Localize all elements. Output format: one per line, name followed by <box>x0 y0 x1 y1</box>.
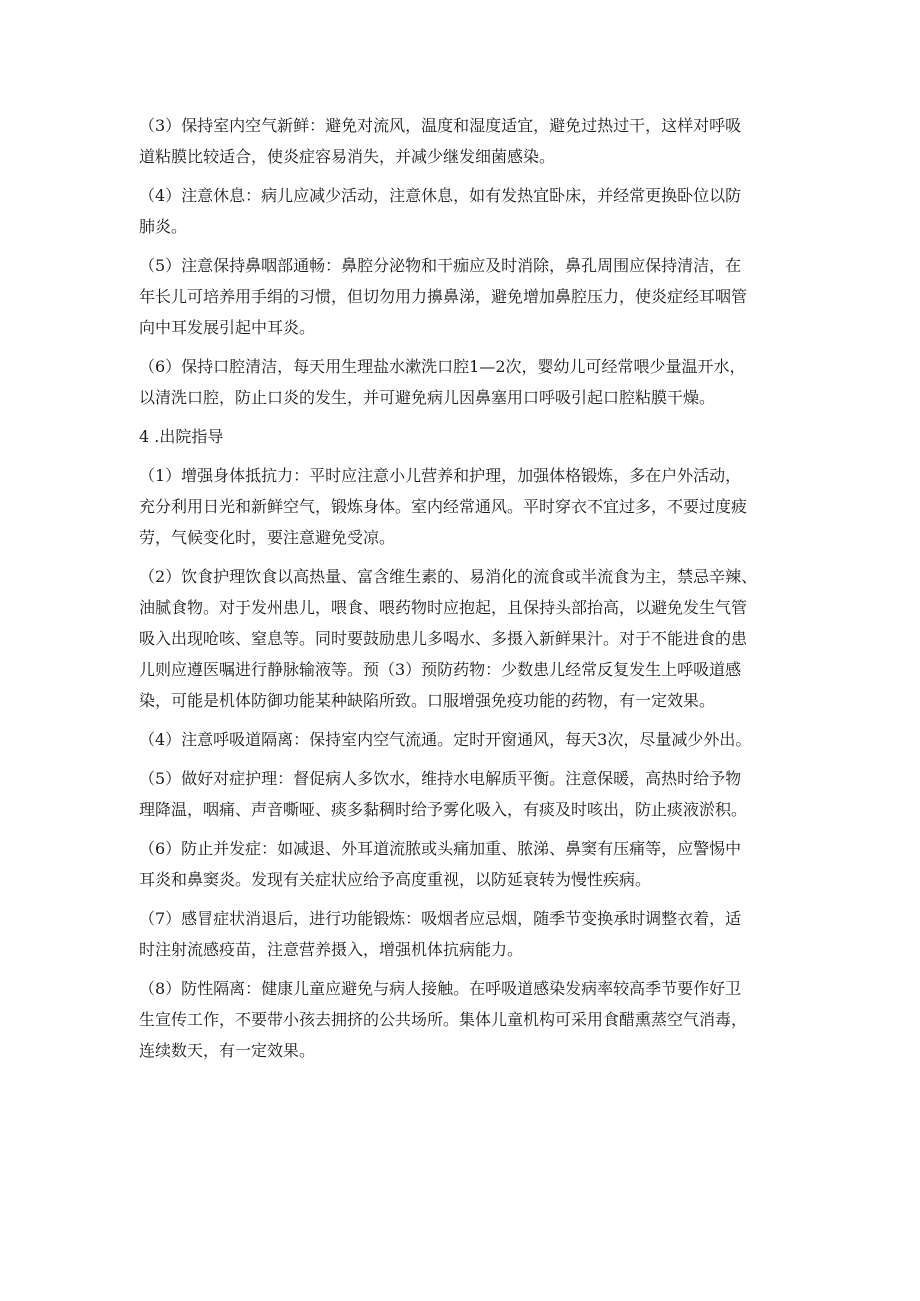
paragraph <box>139 973 799 1066</box>
text-line: （5）注意保持鼻咽部通畅：鼻腔分泌物和干痂应及时消除，鼻孔周围应保持清洁，在 <box>139 256 742 275</box>
paragraph-gap <box>139 553 799 561</box>
paragraph <box>139 763 799 825</box>
paragraph <box>139 724 799 755</box>
text-line: （6）防止并发症：如减退、外耳道流脓或头痛加重、脓涕、鼻窦有压痛等，应警惕中 <box>139 839 742 858</box>
paragraph-gap <box>139 825 799 833</box>
text-line: （4）注意休息：病儿应减少活动，注意休息，如有发热宜卧床，并经常更换卧位以防 <box>139 186 742 205</box>
paragraph-gap <box>139 413 799 421</box>
text-line: 劳，气候变化时，要注意避免受凉。 <box>139 528 396 547</box>
paragraph <box>139 460 799 553</box>
paragraph-gap <box>139 965 799 973</box>
paragraph-gap <box>139 452 799 460</box>
text-line: 向中耳发展引起中耳炎。 <box>139 318 316 337</box>
text-line: 油腻食物。对于发州患儿，喂食、喂药物时应抱起，且保持头部抬高，以避免发生气管 <box>139 598 748 617</box>
text-line: 充分利用日光和新鲜空气，锻炼身体。室内经常通风。平时穿衣不宜过多，不要过度疲 <box>139 497 748 516</box>
text-line: 时注射流感疫苗，注意营养摄入，增强机体抗病能力。 <box>139 940 524 959</box>
text-line: （1）增强身体抵抗力：平时应注意小儿营养和护理，加强体格锻炼，多在户外活动， <box>139 466 742 485</box>
text-line: 染，可能是机体防御功能某种缺陷所致。口服增强免疫功能的药物，有一定效果。 <box>139 691 716 710</box>
text-line: （3）保持室内空气新鲜：避免对流风，温度和湿度适宜，避免过热过干，这样对呼吸 <box>139 116 742 135</box>
text-line: （7）感冒症状消退后，进行功能锻炼：吸烟者应忌烟，随季节变换承时调整衣着，适 <box>139 909 742 928</box>
paragraph <box>139 903 799 965</box>
text-line: （8）防性隔离：健康儿童应避免与病人接触。在呼吸道感染发病率较高季节要作好卫 <box>139 979 742 998</box>
paragraph <box>139 250 799 343</box>
text-line: （5）做好对症护理：督促病人多饮水，维持水电解质平衡。注意保暖，高热时给予物 <box>139 769 742 788</box>
text-line: 生宣传工作，不要带小孩去拥挤的公共场所。集体儿童机构可采用食醋熏蒸空气消毒， <box>139 1010 748 1029</box>
paragraph <box>139 561 799 716</box>
paragraph-gap <box>139 343 799 351</box>
text-line: 连续数天，有一定效果。 <box>139 1041 316 1060</box>
text-line: 以清洗口腔，防止口炎的发生，并可避免病儿因鼻塞用口呼吸引起口腔粘膜干燥。 <box>139 388 716 407</box>
text-line: 肺炎。 <box>139 217 188 236</box>
paragraph <box>139 110 799 172</box>
text-line: （4）注意呼吸道隔离：保持室内空气流通。定时开窗通风，每天3次，尽量减少外出。 <box>139 730 752 749</box>
paragraph-gap <box>139 895 799 903</box>
text-line: 年长儿可培养用手绢的习惯，但切勿用力擤鼻涕，避免增加鼻腔压力，使炎症经耳咽管 <box>139 287 748 306</box>
document-body <box>139 110 799 1066</box>
paragraph <box>139 833 799 895</box>
text-line: 耳炎和鼻窦炎。发现有关症状应给予高度重视，以防延衰转为慢性疾病。 <box>139 870 652 889</box>
text-line: 儿则应遵医嘱进行静脉输液等。预（3）预防药物：少数患儿经常反复发生上呼吸道感 <box>139 660 742 679</box>
paragraph <box>139 351 799 413</box>
paragraph-gap <box>139 716 799 724</box>
paragraph-gap <box>139 242 799 250</box>
text-line: 4 .出院指导 <box>139 427 224 446</box>
text-line: （2）饮食护理饮食以高热量、富含维生素的、易消化的流食或半流食为主，禁忌辛辣、 <box>139 567 758 586</box>
text-line: 理降温，咽痛、声音嘶哑、痰多黏稠时给予雾化吸入，有痰及时咳出，防止痰液淤积。 <box>139 800 748 819</box>
paragraph-gap <box>139 755 799 763</box>
paragraph <box>139 421 799 452</box>
text-line: 道粘膜比较适合，使炎症容易消失，并减少继发细菌感染。 <box>139 147 556 166</box>
text-line: （6）保持口腔清洁，每天用生理盐水漱洗口腔1—2次，婴幼儿可经常喂少量温开水， <box>139 357 746 376</box>
text-line: 吸入出现呛咳、窒息等。同时要鼓励患儿多喝水、多摄入新鲜果汁。对于不能进食的患 <box>139 629 748 648</box>
paragraph-gap <box>139 172 799 180</box>
paragraph <box>139 180 799 242</box>
